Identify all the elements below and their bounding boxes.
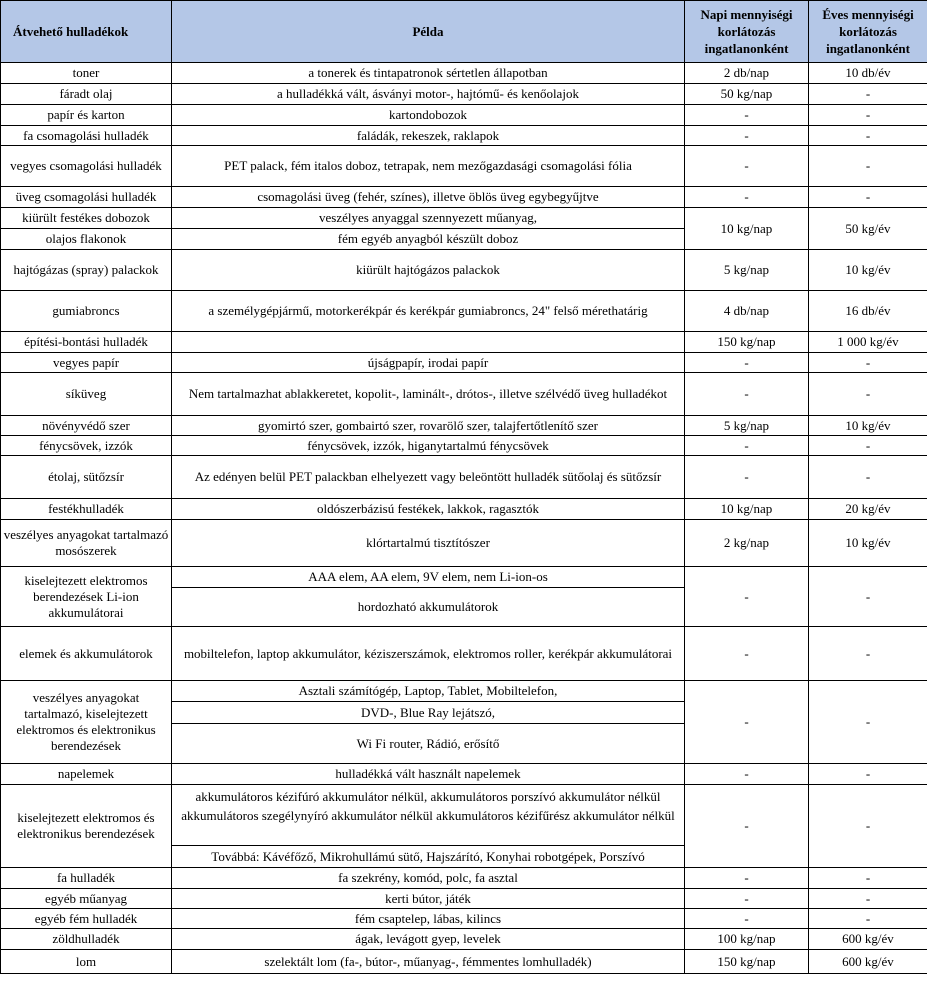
table-row bbox=[1, 84, 927, 105]
example-line: Asztali számítógép, Laptop, Tablet, Mobiltelefon, bbox=[172, 681, 684, 702]
yearly-limit-cell: - bbox=[809, 909, 927, 929]
daily-limit-cell: - bbox=[685, 764, 809, 785]
yearly-limit-cell: - bbox=[809, 681, 927, 764]
example-cell bbox=[172, 785, 685, 868]
yearly-limit-cell: 1 000 kg/év bbox=[809, 332, 927, 353]
daily-limit-cell: 2 kg/nap bbox=[685, 520, 809, 567]
example-line: Wi Fi router, Rádió, erősítő bbox=[356, 736, 500, 751]
waste-type-cell: olajos flakonok bbox=[1, 229, 172, 250]
daily-limit-cell: 50 kg/nap bbox=[685, 84, 809, 105]
table-row bbox=[1, 63, 927, 84]
example-cell: ágak, levágott gyep, levelek bbox=[172, 929, 685, 950]
table-row bbox=[1, 929, 927, 950]
example-cell: a személygépjármű, motorkerékpár és kerékpár gumiabroncs, 24" felső mérethatárig bbox=[172, 291, 685, 332]
daily-limit-cell: - bbox=[685, 567, 809, 627]
example-cell: fém csaptelep, lábas, kilincs bbox=[172, 909, 685, 929]
table-row bbox=[1, 291, 927, 332]
waste-type-cell: vegyes csomagolási hulladék bbox=[1, 146, 172, 187]
example-cell: újságpapír, irodai papír bbox=[172, 353, 685, 373]
daily-limit-cell: 5 kg/nap bbox=[685, 250, 809, 291]
daily-limit-cell: - bbox=[685, 436, 809, 456]
example-line: Továbbá: Kávéfőző, Mikrohullámú sütő, Hajszárító, Konyhai robotgépek, Porszívó bbox=[211, 848, 645, 864]
table-row bbox=[1, 764, 927, 785]
table-row bbox=[1, 909, 927, 929]
daily-limit-cell: - bbox=[685, 681, 809, 764]
example-cell: oldószerbázisú festékek, lakkok, ragasztók bbox=[172, 499, 685, 520]
yearly-limit-cell: 10 kg/év bbox=[809, 416, 927, 436]
daily-limit-cell: 10 kg/nap bbox=[685, 499, 809, 520]
yearly-limit-cell: - bbox=[809, 889, 927, 909]
example-cell bbox=[172, 567, 685, 627]
example-line: akkumulátoros kézifúró akkumulátor nélkül, akkumulátoros porszívó akkumulátor nélkül akkumulátoros szegélynyíró akkumulátor nélkül akkumulátoros kézifűrész akkumulátor nélkül bbox=[172, 786, 684, 846]
table-row bbox=[1, 416, 927, 436]
example-cell: szelektált lom (fa-, bútor-, műanyag-, fémmentes lomhulladék) bbox=[172, 950, 685, 974]
waste-type-cell: építési-bontási hulladék bbox=[1, 332, 172, 353]
waste-type-cell: fénycsövek, izzók bbox=[1, 436, 172, 456]
yearly-limit-cell: 20 kg/év bbox=[809, 499, 927, 520]
yearly-limit-cell: 600 kg/év bbox=[809, 950, 927, 974]
yearly-limit-cell: - bbox=[809, 785, 927, 868]
example-cell: a tonerek és tintapatronok sértetlen állapotban bbox=[172, 63, 685, 84]
yearly-limit-cell: 600 kg/év bbox=[809, 929, 927, 950]
table-row bbox=[1, 126, 927, 146]
table-row bbox=[1, 950, 927, 974]
example-cell: csomagolási üveg (fehér, színes), illetve öblös üveg egybegyűjtve bbox=[172, 187, 685, 208]
table-row bbox=[1, 889, 927, 909]
yearly-limit-cell: 10 kg/év bbox=[809, 520, 927, 567]
table-row bbox=[1, 187, 927, 208]
daily-limit-cell: 100 kg/nap bbox=[685, 929, 809, 950]
example-cell: Az edényen belül PET palackban elhelyezett vagy beleöntött hulladék sütőolaj és sütőzsír bbox=[172, 456, 685, 499]
waste-type-cell: festékhulladék bbox=[1, 499, 172, 520]
waste-type-cell: veszélyes anyagokat tartalmazó mosószerek bbox=[1, 520, 172, 567]
example-line: DVD-, Blue Ray lejátszó, bbox=[172, 702, 684, 724]
daily-limit-cell: 150 kg/nap bbox=[685, 950, 809, 974]
waste-type-cell: étolaj, sütőzsír bbox=[1, 456, 172, 499]
table-row bbox=[1, 436, 927, 456]
yearly-limit-cell: - bbox=[809, 146, 927, 187]
waste-type-cell: kiürült festékes dobozok bbox=[1, 208, 172, 229]
header-row bbox=[1, 1, 927, 63]
table-row bbox=[1, 567, 927, 627]
waste-type-cell: zöldhulladék bbox=[1, 929, 172, 950]
yearly-limit-cell: - bbox=[809, 84, 927, 105]
example-cell: gyomirtó szer, gombairtó szer, rovarölő szer, talajfertőtlenítő szer bbox=[172, 416, 685, 436]
daily-limit-cell: - bbox=[685, 868, 809, 889]
yearly-limit-cell: 10 kg/év bbox=[809, 250, 927, 291]
daily-limit-cell: 4 db/nap bbox=[685, 291, 809, 332]
yearly-limit-cell: - bbox=[809, 373, 927, 416]
yearly-limit-cell: - bbox=[809, 436, 927, 456]
example-cell: Nem tartalmazhat ablakkeretet, kopolit-, laminált-, drótos-, illetve szélvédő üveg hulladékot bbox=[172, 373, 685, 416]
waste-type-cell: toner bbox=[1, 63, 172, 84]
table-row bbox=[1, 456, 927, 499]
waste-type-cell: hajtógázas (spray) palackok bbox=[1, 250, 172, 291]
example-cell: fa szekrény, komód, polc, fa asztal bbox=[172, 868, 685, 889]
waste-type-cell: papír és karton bbox=[1, 105, 172, 126]
daily-limit-cell: - bbox=[685, 889, 809, 909]
daily-limit-cell: - bbox=[685, 456, 809, 499]
daily-limit-cell: - bbox=[685, 146, 809, 187]
waste-type-cell: lom bbox=[1, 950, 172, 974]
waste-type-cell: elemek és akkumulátorok bbox=[1, 627, 172, 681]
yearly-limit-cell: - bbox=[809, 187, 927, 208]
yearly-limit-cell: - bbox=[809, 105, 927, 126]
example-line: hordozható akkumulátorok bbox=[357, 599, 499, 614]
waste-type-cell: kiselejtezett elektromos és elektronikus berendezések bbox=[1, 785, 172, 868]
table-row bbox=[1, 785, 927, 868]
example-cell: kiürült hajtógázos palackok bbox=[172, 250, 685, 291]
daily-limit-cell: - bbox=[685, 909, 809, 929]
example-cell: klórtartalmú tisztítószer bbox=[172, 520, 685, 567]
daily-limit-cell: 10 kg/nap bbox=[685, 208, 809, 250]
yearly-limit-cell: - bbox=[809, 353, 927, 373]
header-example: Példa bbox=[172, 1, 685, 63]
example-cell: a hulladékká vált, ásványi motor-, hajtómű- és kenőolajok bbox=[172, 84, 685, 105]
table-row bbox=[1, 627, 927, 681]
example-cell bbox=[172, 681, 685, 764]
daily-limit-cell: - bbox=[685, 785, 809, 868]
yearly-limit-cell: - bbox=[809, 126, 927, 146]
table-row bbox=[1, 373, 927, 416]
waste-type-cell: síküveg bbox=[1, 373, 172, 416]
waste-type-cell: vegyes papír bbox=[1, 353, 172, 373]
waste-type-cell: fáradt olaj bbox=[1, 84, 172, 105]
table-row bbox=[1, 520, 927, 567]
daily-limit-cell: 5 kg/nap bbox=[685, 416, 809, 436]
daily-limit-cell: - bbox=[685, 353, 809, 373]
waste-type-cell: napelemek bbox=[1, 764, 172, 785]
example-cell: veszélyes anyaggal szennyezett műanyag, bbox=[172, 208, 685, 229]
table-row bbox=[1, 208, 927, 229]
table-row bbox=[1, 146, 927, 187]
table-row bbox=[1, 868, 927, 889]
yearly-limit-cell: 50 kg/év bbox=[809, 208, 927, 250]
yearly-limit-cell: - bbox=[809, 567, 927, 627]
yearly-limit-cell: 10 db/év bbox=[809, 63, 927, 84]
daily-limit-cell: 2 db/nap bbox=[685, 63, 809, 84]
table-row bbox=[1, 105, 927, 126]
waste-type-cell: gumiabroncs bbox=[1, 291, 172, 332]
example-cell: kartondobozok bbox=[172, 105, 685, 126]
example-cell: PET palack, fém italos doboz, tetrapak, nem mezőgazdasági csomagolási fólia bbox=[172, 146, 685, 187]
table-row bbox=[1, 353, 927, 373]
waste-type-cell: fa csomagolási hulladék bbox=[1, 126, 172, 146]
yearly-limit-cell: - bbox=[809, 764, 927, 785]
daily-limit-cell: - bbox=[685, 126, 809, 146]
daily-limit-cell: - bbox=[685, 373, 809, 416]
waste-type-cell: fa hulladék bbox=[1, 868, 172, 889]
table-row bbox=[1, 681, 927, 764]
daily-limit-cell: - bbox=[685, 187, 809, 208]
table-row bbox=[1, 499, 927, 520]
example-cell: faládák, rekeszek, raklapok bbox=[172, 126, 685, 146]
example-cell: hulladékká vált használt napelemek bbox=[172, 764, 685, 785]
example-cell: fénycsövek, izzók, higanytartalmú fénycsövek bbox=[172, 436, 685, 456]
header-yearly-limit: Éves mennyiségi korlátozás ingatlanonként bbox=[809, 1, 927, 63]
waste-type-cell: egyéb műanyag bbox=[1, 889, 172, 909]
waste-type-cell: kiselejtezett elektromos berendezések Li-ion akkumulátorai bbox=[1, 567, 172, 627]
daily-limit-cell: - bbox=[685, 627, 809, 681]
table-row bbox=[1, 250, 927, 291]
daily-limit-cell: - bbox=[685, 105, 809, 126]
example-cell: mobiltelefon, laptop akkumulátor, kéziszerszámok, elektromos roller, kerékpár akkumulátorai bbox=[172, 627, 685, 681]
example-cell: fém egyéb anyagból készült doboz bbox=[172, 229, 685, 250]
waste-type-cell: veszélyes anyagokat tartalmazó, kiselejtezett elektromos és elektronikus berendezések bbox=[1, 681, 172, 764]
table-row bbox=[1, 332, 927, 353]
yearly-limit-cell: - bbox=[809, 456, 927, 499]
yearly-limit-cell: - bbox=[809, 868, 927, 889]
yearly-limit-cell: 16 db/év bbox=[809, 291, 927, 332]
yearly-limit-cell: - bbox=[809, 627, 927, 681]
waste-type-cell: üveg csomagolási hulladék bbox=[1, 187, 172, 208]
example-cell bbox=[172, 332, 685, 353]
example-line: AAA elem, AA elem, 9V elem, nem Li-ion-os bbox=[172, 567, 684, 588]
daily-limit-cell: 150 kg/nap bbox=[685, 332, 809, 353]
header-waste-type: Átvehető hulladékok bbox=[1, 1, 172, 63]
example-cell: kerti bútor, játék bbox=[172, 889, 685, 909]
header-daily-limit: Napi mennyiségi korlátozás ingatlanonként bbox=[685, 1, 809, 63]
waste-type-cell: növényvédő szer bbox=[1, 416, 172, 436]
waste-type-cell: egyéb fém hulladék bbox=[1, 909, 172, 929]
